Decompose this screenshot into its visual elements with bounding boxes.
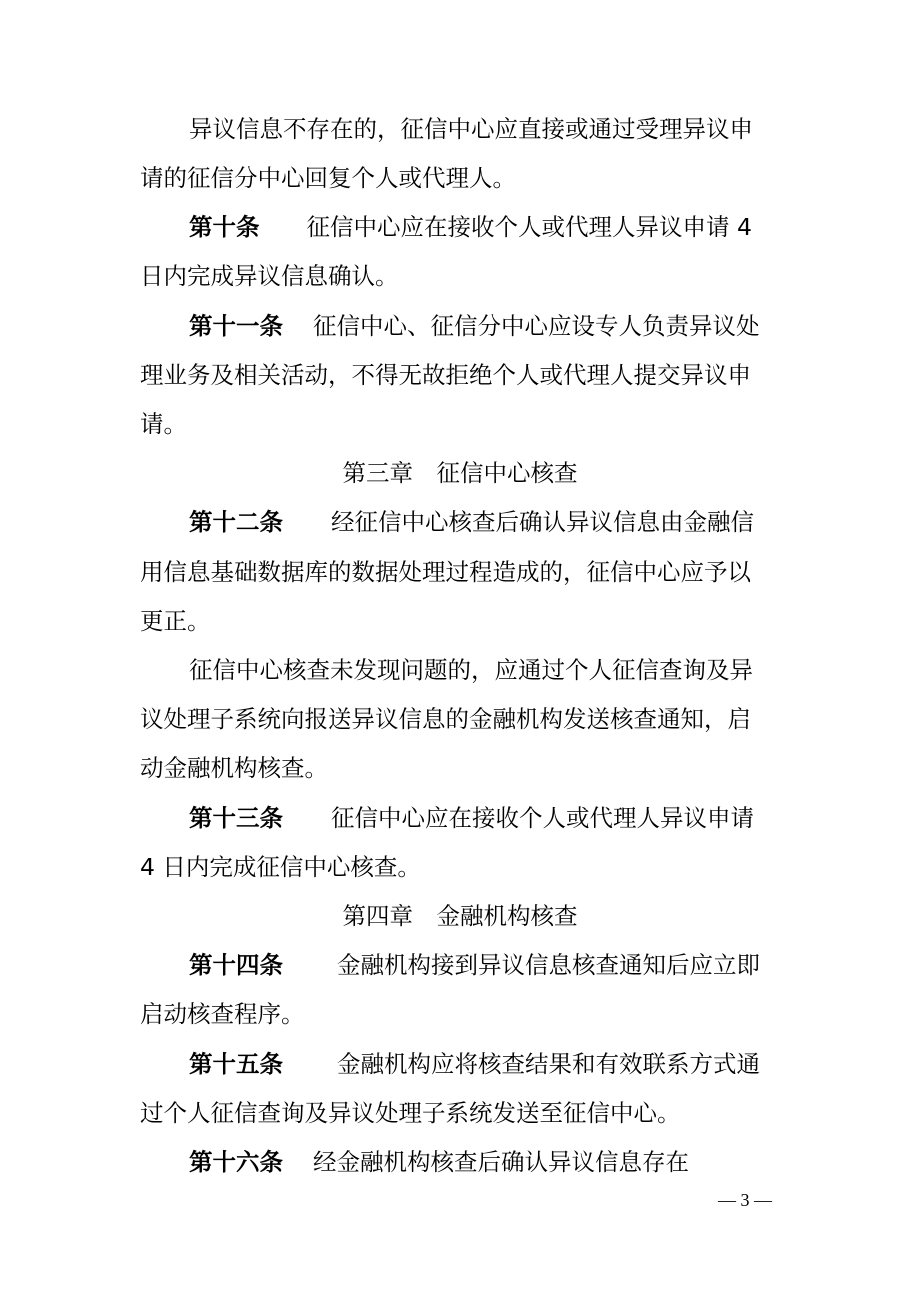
body-text: 异议信息不存在的，征信中心应直接或通过受理异议申 [189, 115, 753, 143]
body-text: 理业务及相关活动，不得无故拒绝个人或代理人提交异议申 [140, 361, 751, 389]
paragraph-line [140, 408, 790, 440]
paragraph-line [140, 1097, 790, 1129]
paragraph-line [140, 260, 790, 292]
article-number: 第十三条 [189, 804, 283, 832]
body-text: 经征信中心核查后确认异议信息由金融信 [331, 508, 754, 536]
chapter-heading [0, 900, 920, 932]
article-14-line [189, 949, 839, 981]
body-text: 征信中心核查未发现问题的，应通过个人征信查询及异 [189, 656, 753, 684]
page-number: — 3 — [718, 1190, 772, 1210]
body-text: 金融机构接到异议信息核查通知后应立即 [337, 951, 760, 979]
article-11-line [189, 310, 839, 342]
paragraph-line [140, 998, 790, 1030]
paragraph-line [140, 359, 790, 391]
body-text: 议处理子系统向报送异议信息的金融机构发送核查通知，启 [140, 705, 751, 733]
body-text: 经金融机构核查后确认异议信息存在 [313, 1148, 689, 1176]
article-12-line [189, 506, 839, 538]
chapter-heading [0, 457, 920, 489]
body-text: 请的征信分中心回复个人或代理人。 [140, 164, 516, 192]
chapter-title: 第三章 征信中心核查 [342, 459, 578, 487]
body-text: 请。 [140, 410, 187, 438]
body-text: 征信中心、征信分中心应设专人负责异议处 [313, 312, 760, 340]
paragraph-line [140, 162, 790, 194]
article-15-line [189, 1048, 839, 1080]
article-number: 第十五条 [189, 1050, 283, 1078]
body-text: 过个人征信查询及异议处理子系统发送至征信中心。 [140, 1099, 681, 1127]
article-13-line [189, 802, 839, 834]
body-text: 用信息基础数据库的数据处理过程造成的，征信中心应予以 [140, 558, 751, 586]
body-text: 4 日内完成征信中心核查。 [140, 853, 421, 881]
body-text: 日内完成异议信息确认。 [140, 262, 399, 290]
article-number: 第十四条 [189, 951, 283, 979]
paragraph-line [140, 605, 790, 637]
article-number: 第十一条 [189, 312, 283, 340]
paragraph-line [189, 113, 839, 145]
article-number: 第十六条 [189, 1148, 283, 1176]
article-number: 第十二条 [189, 508, 283, 536]
body-text: 动金融机构核查。 [140, 754, 328, 782]
article-10-line [189, 211, 839, 243]
body-text: 启动核查程序。 [140, 1000, 305, 1028]
body-text: 征信中心应在接收个人或代理人异议申请 4 [306, 213, 752, 241]
paragraph-line [140, 556, 790, 588]
paragraph-line [189, 654, 839, 686]
article-16-line [189, 1146, 839, 1178]
chapter-title: 第四章 金融机构核查 [342, 902, 578, 930]
paragraph-line [140, 851, 790, 883]
paragraph-line [140, 703, 790, 735]
body-text: 征信中心应在接收个人或代理人异议申请 [331, 804, 754, 832]
body-text: 更正。 [140, 607, 211, 635]
paragraph-line [140, 752, 790, 784]
body-text: 金融机构应将核查结果和有效联系方式通 [337, 1050, 760, 1078]
article-number: 第十条 [189, 213, 260, 241]
